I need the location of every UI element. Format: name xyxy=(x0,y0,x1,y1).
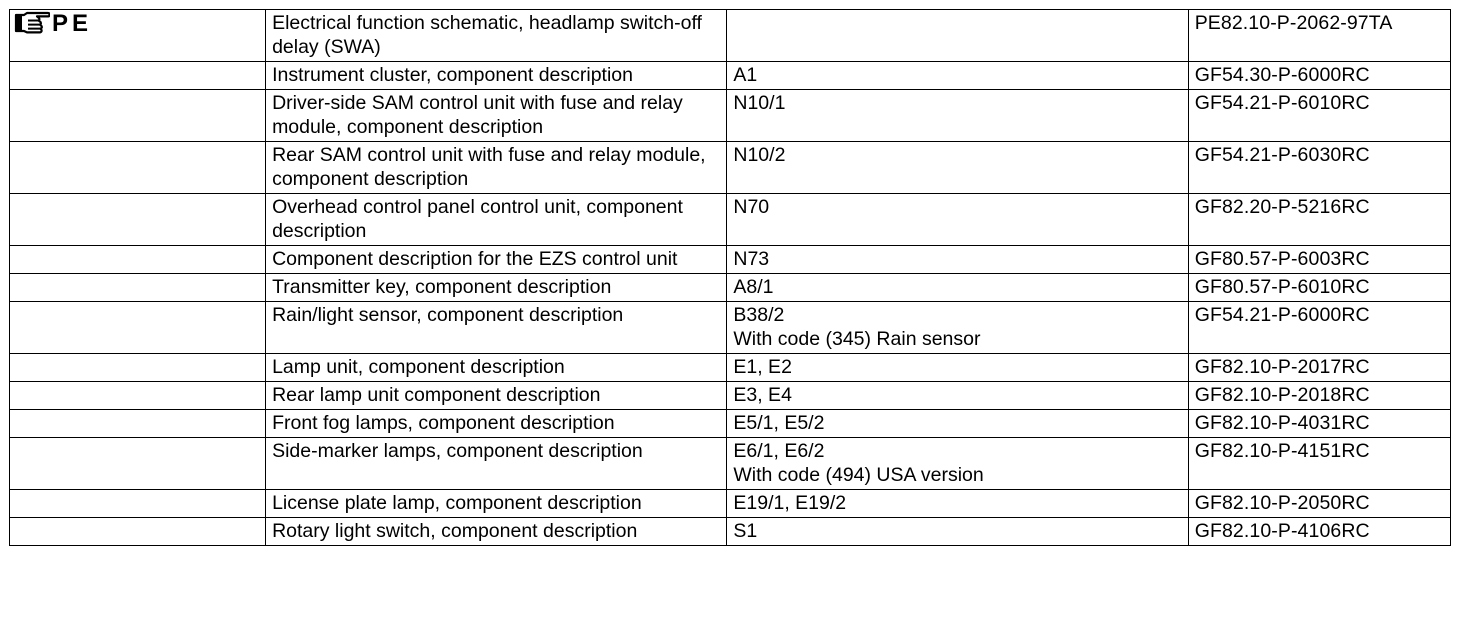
empty-cell xyxy=(10,490,266,518)
description-cell: Rear SAM control unit with fuse and relay module, component description xyxy=(266,142,727,194)
description-cell: Rotary light switch, component description xyxy=(266,518,727,546)
component-code-cell: A1 xyxy=(727,62,1188,90)
empty-cell xyxy=(10,302,266,354)
pointing-hand-icon xyxy=(14,11,50,43)
component-code-cell xyxy=(727,302,1188,354)
code-condition-note: With code (494) USA version xyxy=(733,464,984,486)
document-number-cell: GF82.20-P-5216RC xyxy=(1188,194,1450,246)
empty-cell xyxy=(10,438,266,490)
empty-cell xyxy=(10,246,266,274)
empty-cell xyxy=(10,518,266,546)
document-number-cell: GF82.10-P-4106RC xyxy=(1188,518,1450,546)
empty-cell xyxy=(10,142,266,194)
table-row xyxy=(10,438,1451,490)
document-number-cell: GF82.10-P-2050RC xyxy=(1188,490,1450,518)
component-code: E6/1, E6/2 xyxy=(733,440,825,462)
document-number-cell: GF54.21-P-6000RC xyxy=(1188,302,1450,354)
description-cell: Side-marker lamps, component description xyxy=(266,438,727,490)
empty-cell xyxy=(10,382,266,410)
reference-table xyxy=(9,9,1451,546)
description-cell: Rain/light sensor, component description xyxy=(266,302,727,354)
table-row xyxy=(10,490,1451,518)
description-cell: Driver-side SAM control unit with fuse and relay module, component description xyxy=(266,90,727,142)
document-number-cell: GF82.10-P-4031RC xyxy=(1188,410,1450,438)
component-code-cell: E3, E4 xyxy=(727,382,1188,410)
description-cell: Front fog lamps, component description xyxy=(266,410,727,438)
table-row xyxy=(10,62,1451,90)
document-number-cell: GF54.21-P-6030RC xyxy=(1188,142,1450,194)
table-row xyxy=(10,194,1451,246)
document-number-cell: GF82.10-P-2017RC xyxy=(1188,354,1450,382)
component-code: B38/2 xyxy=(733,304,785,326)
description-cell: Lamp unit, component description xyxy=(266,354,727,382)
table-row xyxy=(10,410,1451,438)
description-cell: Component description for the EZS control unit xyxy=(266,246,727,274)
empty-cell xyxy=(10,194,266,246)
description-cell: License plate lamp, component description xyxy=(266,490,727,518)
document-number-cell: GF80.57-P-6003RC xyxy=(1188,246,1450,274)
table-row xyxy=(10,382,1451,410)
component-code-cell: N70 xyxy=(727,194,1188,246)
document-number-cell: PE82.10-P-2062-97TA xyxy=(1188,10,1450,62)
document-number-cell: GF82.10-P-2018RC xyxy=(1188,382,1450,410)
table-row xyxy=(10,246,1451,274)
empty-cell xyxy=(10,274,266,302)
component-code-cell: N73 xyxy=(727,246,1188,274)
table-row xyxy=(10,518,1451,546)
pe-marker-cell xyxy=(10,10,266,62)
document-number-cell: GF54.21-P-6010RC xyxy=(1188,90,1450,142)
component-code-cell: N10/1 xyxy=(727,90,1188,142)
component-code-cell xyxy=(727,10,1188,62)
table-row xyxy=(10,142,1451,194)
document-number-cell: GF82.10-P-4151RC xyxy=(1188,438,1450,490)
component-code-cell: E5/1, E5/2 xyxy=(727,410,1188,438)
description-cell: Electrical function schematic, headlamp switch-off delay (SWA) xyxy=(266,10,727,62)
document-number-cell: GF54.30-P-6000RC xyxy=(1188,62,1450,90)
table-row xyxy=(10,90,1451,142)
empty-cell xyxy=(10,410,266,438)
component-code-cell: E1, E2 xyxy=(727,354,1188,382)
table-row xyxy=(10,274,1451,302)
pe-marker-label: PE xyxy=(52,10,93,37)
description-cell: Overhead control panel control unit, component description xyxy=(266,194,727,246)
empty-cell xyxy=(10,90,266,142)
document-number-cell: GF80.57-P-6010RC xyxy=(1188,274,1450,302)
component-code-cell xyxy=(727,438,1188,490)
table-row xyxy=(10,354,1451,382)
empty-cell xyxy=(10,62,266,90)
component-code-cell: E19/1, E19/2 xyxy=(727,490,1188,518)
reference-table-wrapper xyxy=(9,9,1451,546)
description-cell: Instrument cluster, component description xyxy=(266,62,727,90)
table-row xyxy=(10,10,1451,62)
component-code-cell: S1 xyxy=(727,518,1188,546)
description-cell: Rear lamp unit component description xyxy=(266,382,727,410)
component-code-cell: A8/1 xyxy=(727,274,1188,302)
code-condition-note: With code (345) Rain sensor xyxy=(733,328,981,350)
description-cell: Transmitter key, component description xyxy=(266,274,727,302)
table-row xyxy=(10,302,1451,354)
empty-cell xyxy=(10,354,266,382)
component-code-cell: N10/2 xyxy=(727,142,1188,194)
